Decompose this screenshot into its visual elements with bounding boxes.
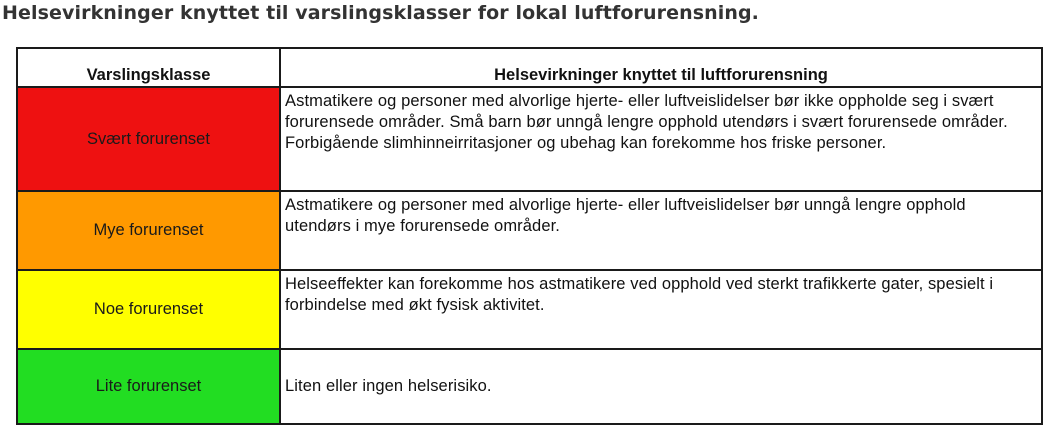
- table-row: [17, 349, 1042, 424]
- table-header-row: [17, 48, 1042, 87]
- effects-cell-very-polluted: Astmatikere og personer med alvorlige hjerte- eller luftveislidelser bør ikke oppholde seg i svært forurensede områder. Små barn bør unngå lengre opphold utendørs i svært forurensede områder. Forbigående slimhinneirritasjoner og ubehag kan forekomme hos friske personer.: [280, 87, 1042, 191]
- table-row: [17, 191, 1042, 270]
- class-cell-little-polluted: Lite forurenset: [17, 349, 280, 424]
- class-cell-some-polluted: Noe forurenset: [17, 270, 280, 349]
- header-warning-class: Varslingsklasse: [17, 48, 280, 87]
- class-cell-very-polluted: Svært forurenset: [17, 87, 280, 191]
- effects-cell-some-polluted: Helseeffekter kan forekomme hos astmatikere ved opphold ved sterkt trafikkerte gater, spesielt i forbindelse med økt fysisk aktivitet.: [280, 270, 1042, 349]
- effects-cell-much-polluted: Astmatikere og personer med alvorlige hjerte- eller luftveislidelser bør unngå lengre opphold utendørs i mye forurensede områder.: [280, 191, 1042, 270]
- health-effects-table: [16, 47, 1043, 425]
- class-cell-much-polluted: Mye forurenset: [17, 191, 280, 270]
- table-row: [17, 87, 1042, 191]
- effects-cell-little-polluted: Liten eller ingen helserisiko.: [280, 349, 1042, 424]
- table-row: [17, 270, 1042, 349]
- header-health-effects: Helsevirkninger knyttet til luftforurensning: [280, 48, 1042, 87]
- page-title: Helsevirkninger knyttet til varslingsklasser for lokal luftforurensning.: [2, 2, 759, 24]
